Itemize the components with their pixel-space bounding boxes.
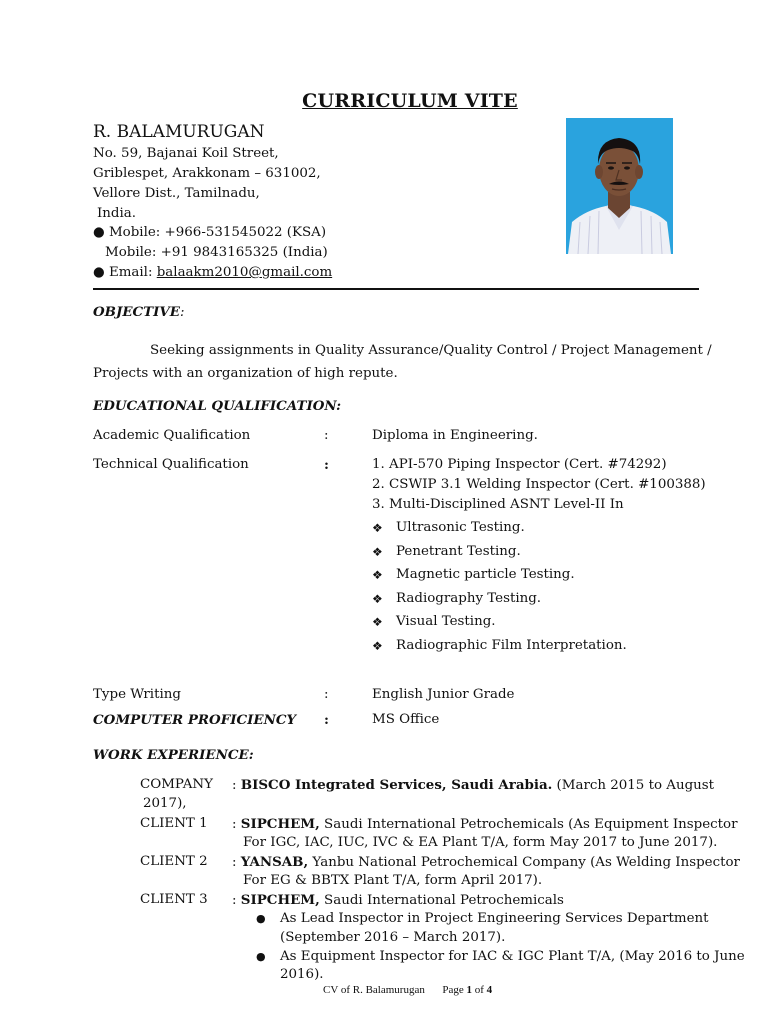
company-label: COMPANY [140,777,213,792]
tech-item-1: 1. API-570 Piping Inspector (Cert. #74292) [372,457,667,472]
header-divider [93,288,699,290]
client1-desc-cont: For IGC, IAC, IUC, IVC & EA Plant T/A, form May 2017 to June 2017). [243,835,718,850]
objective-heading-colon: : [180,305,185,320]
computer-colon: : [324,712,329,728]
company-dates: (March 2015 to August [552,778,715,793]
objective-text-line-1: Seeking assignments in Quality Assurance/Quality Control / Project Management / [150,343,712,358]
client2-label: CLIENT 2 [140,854,208,869]
client3-desc: Saudi International Petrochemicals [319,893,564,908]
client3-bullet-1: As Lead Inspector in Project Engineering Services Department [280,911,709,926]
diamond-bullet-icon: ❖ [372,639,383,653]
client1-line [232,814,738,835]
ndt-item-3: Magnetic particle Testing. [396,567,575,582]
document-title: CURRICULUM VITE [302,90,518,112]
typewriting-label: Type Writing [93,687,181,702]
address-line-3: Vellore Dist., Tamilnadu, [93,186,260,201]
address-line-2: Griblespet, Arakkonam – 631002, [93,166,321,181]
client1-desc: Saudi International Petrochemicals (As Equipment Inspector [319,817,738,832]
company-line [232,775,714,796]
mobile-ksa: ● Mobile: +966-531545022 (KSA) [93,225,327,240]
typewriting-colon: : [324,687,329,702]
profile-photo [566,118,673,254]
email-link[interactable]: balaakm2010@gmail.com [156,265,333,280]
address-line-4: India. [97,206,137,221]
footer-page-word: Page [442,984,467,996]
email-label: ● Email: [93,265,157,280]
academic-label: Academic Qualification [93,428,251,443]
tech-item-3: 3. Multi-Disciplined ASNT Level-II In [372,497,624,512]
diamond-bullet-icon: ❖ [372,592,383,606]
client3-name: SIPCHEM, [240,892,320,908]
diamond-bullet-icon: ❖ [372,568,383,582]
client1-label: CLIENT 1 [140,816,208,831]
ndt-item-6: Radiographic Film Interpretation. [396,638,627,653]
ndt-item-5: Visual Testing. [396,614,496,629]
client2-desc: Yanbu National Petrochemical Company (As Welding Inspector [308,855,740,870]
diamond-bullet-icon: ❖ [372,615,383,629]
footer-page-total: 4 [486,984,493,996]
company-colon: : [232,778,241,793]
footer-of-word: of [471,984,487,996]
bullet-icon: ● [256,950,266,963]
technical-colon: : [324,457,329,473]
client3-line [232,890,564,911]
typewriting-value: English Junior Grade [372,687,515,702]
company-name: BISCO Integrated Services, Saudi Arabia. [240,777,553,793]
page-footer [323,983,492,997]
computer-label: COMPUTER PROFICIENCY [93,712,297,728]
academic-colon: : [324,428,329,443]
diamond-bullet-icon: ❖ [372,545,383,559]
mobile-india: Mobile: +91 9843165325 (India) [105,245,328,260]
bullet-icon: ● [256,912,266,925]
company-dates-cont: 2017), [143,796,187,811]
client2-name: YANSAB, [240,854,309,870]
client1-name: SIPCHEM, [240,816,320,832]
diamond-bullet-icon: ❖ [372,521,383,535]
client3-bullet-2-cont: 2016). [280,967,324,982]
objective-heading: OBJECTIVE [93,304,181,320]
address-line-1: No. 59, Bajanai Koil Street, [93,146,279,161]
client2-desc-cont: For EG & BBTX Plant T/A, form April 2017). [243,873,543,888]
ndt-item-2: Penetrant Testing. [396,544,521,559]
client3-bullet-1-cont: (September 2016 – March 2017). [280,930,506,945]
profile-photo-illustration [566,118,673,254]
technical-label: Technical Qualification [93,457,249,472]
client3-colon: : [232,893,241,908]
client2-colon: : [232,855,241,870]
footer-page-number: 1 [466,984,472,996]
academic-value: Diploma in Engineering. [372,428,538,443]
computer-value: MS Office [372,712,440,727]
candidate-name: R. BALAMURUGAN [93,122,265,142]
objective-text-line-2: Projects with an organization of high repute. [93,366,398,381]
email-line [93,263,332,283]
objective-heading-line [93,302,185,323]
client2-line [232,852,740,873]
client3-label: CLIENT 3 [140,892,208,907]
ndt-item-4: Radiography Testing. [396,591,542,606]
tech-item-2: 2. CSWIP 3.1 Welding Inspector (Cert. #100388) [372,477,706,492]
client1-colon: : [232,817,241,832]
client3-bullet-2: As Equipment Inspector for IAC & IGC Plant T/A, (May 2016 to June [280,949,745,964]
education-heading: EDUCATIONAL QUALIFICATION: [93,398,342,414]
footer-cv-of: CV of R. Balamurugan [323,984,425,996]
ndt-item-1: Ultrasonic Testing. [396,520,525,535]
work-heading: WORK EXPERIENCE: [93,747,254,763]
